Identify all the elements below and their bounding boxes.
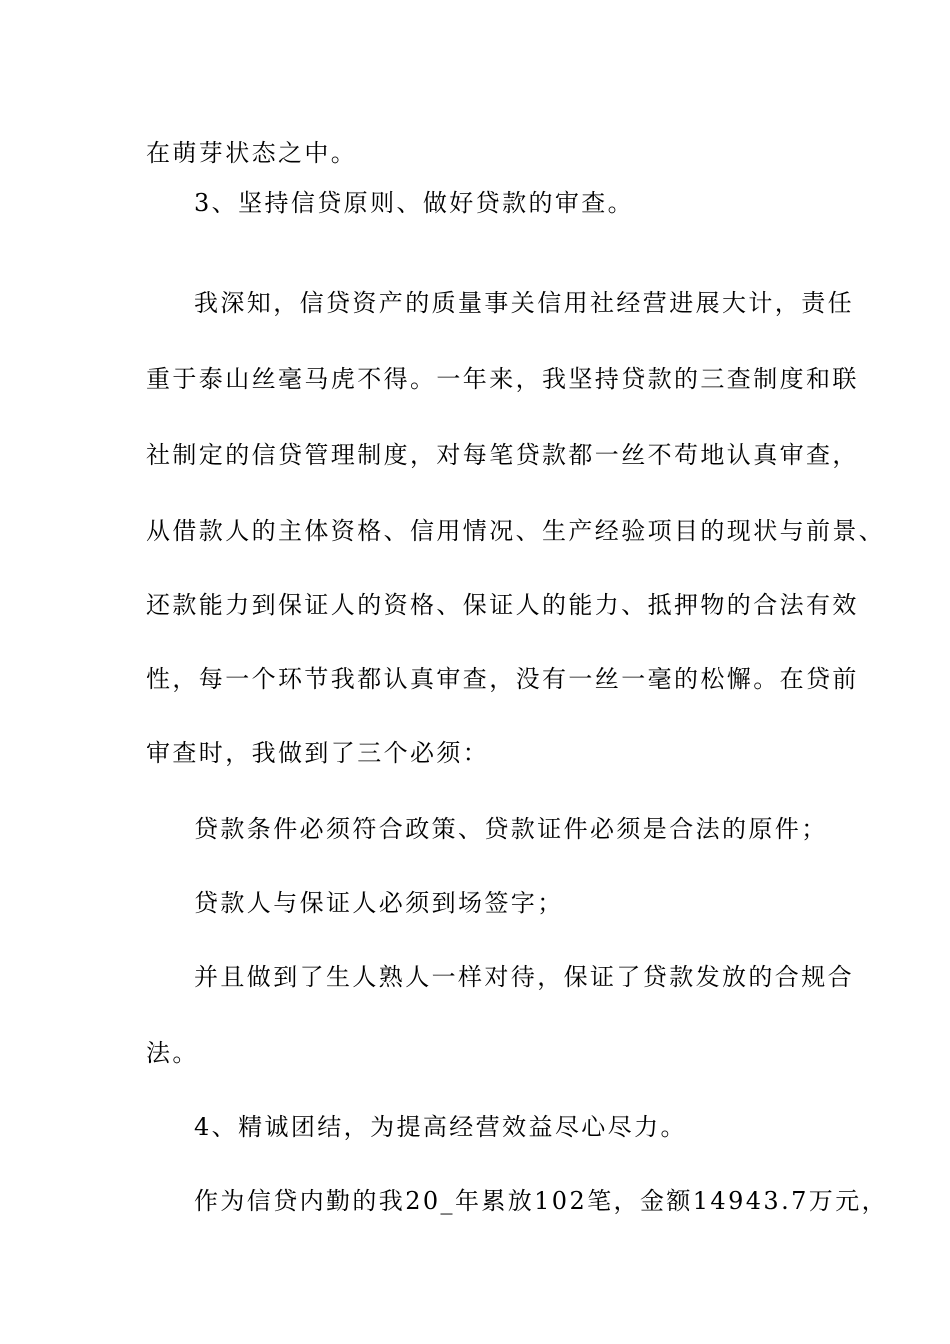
- section-heading: 3、坚持信贷原则、做好贷款的审查。: [194, 189, 635, 217]
- text-line: 审查时，我做到了三个必须：: [146, 739, 490, 767]
- text-line: 法。: [146, 1039, 199, 1067]
- text-line: 重于泰山丝毫马虎不得。一年来，我坚持贷款的三查制度和联: [146, 365, 859, 393]
- text-line: 从借款人的主体资格、信用情况、生产经验项目的现状与前景、: [146, 517, 886, 545]
- section-heading: 4、精诚团结，为提高经营效益尽心尽力。: [194, 1113, 687, 1141]
- text-line: 贷款条件必须符合政策、贷款证件必须是合法的原件；: [194, 815, 828, 843]
- text-line: 我深知，信贷资产的质量事关信用社经营进展大计，责任: [194, 289, 854, 317]
- text-line: 性，每一个环节我都认真审查，没有一丝一毫的松懈。在贷前: [146, 665, 859, 693]
- text-line: 还款能力到保证人的资格、保证人的能力、抵押物的合法有效: [146, 591, 859, 619]
- text-line: 在萌芽状态之中。: [146, 139, 358, 167]
- text-line: 贷款人与保证人必须到场签字；: [194, 889, 564, 917]
- text-line: 并且做到了生人熟人一样对待，保证了贷款发放的合规合: [194, 963, 854, 991]
- text-line: 社制定的信贷管理制度，对每笔贷款都一丝不苟地认真审查，: [146, 441, 859, 469]
- text-line: 作为信贷内勤的我20_年累放102笔，金额14943.7万元，: [194, 1187, 888, 1215]
